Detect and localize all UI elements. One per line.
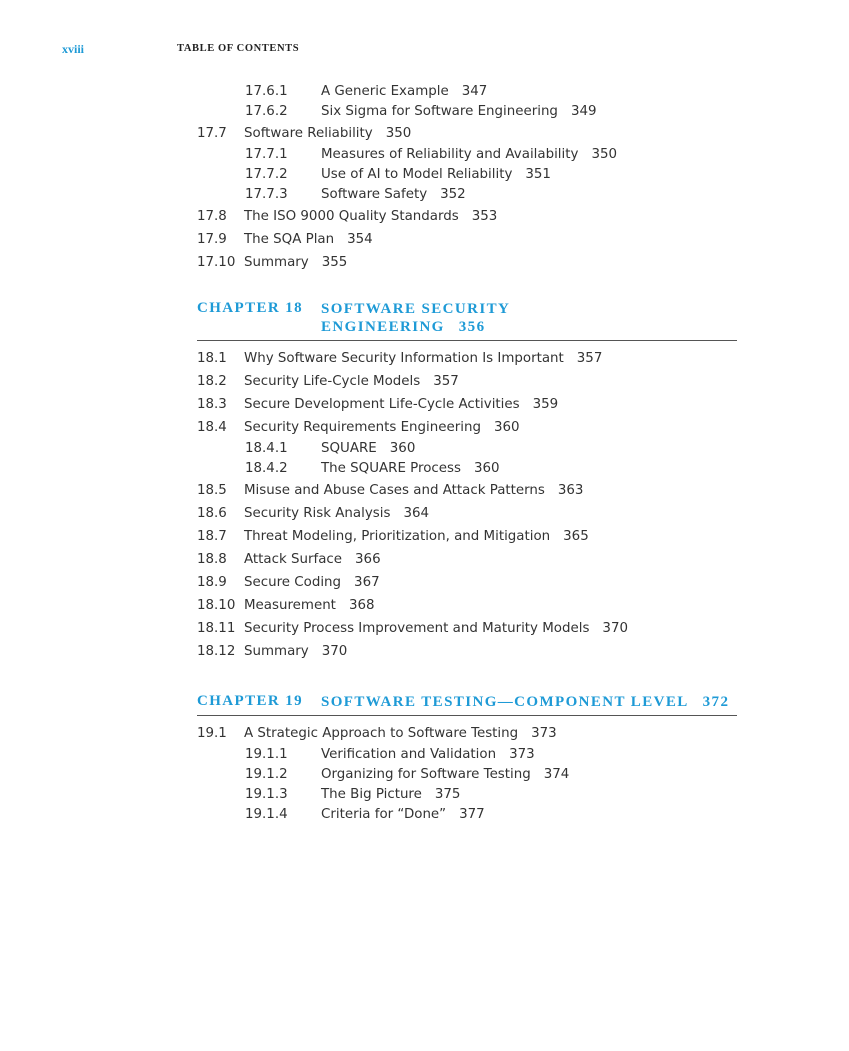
toc-section-entry[interactable]	[197, 479, 737, 502]
entry-title: The SQUARE Process	[321, 461, 461, 476]
entry-text	[321, 82, 487, 102]
entry-text	[321, 439, 415, 459]
entry-text	[244, 416, 520, 439]
entry-number: 18.4.2	[245, 461, 288, 476]
entry-title: Security Process Improvement and Maturity Models	[244, 621, 590, 636]
entry-text	[321, 459, 500, 479]
chapter-page: 356	[458, 319, 486, 335]
toc-section-entry[interactable]	[197, 416, 737, 439]
entry-text	[321, 185, 466, 205]
entry-page: 347	[461, 84, 488, 99]
toc-section-entry[interactable]	[197, 594, 737, 617]
chapter-title-line-1: SOFTWARE SECURITY	[321, 301, 511, 317]
chapter-title	[321, 300, 510, 336]
toc-section-entry[interactable]	[197, 548, 737, 571]
toc-subsection-entry[interactable]	[197, 165, 737, 185]
entry-title: Summary	[244, 255, 309, 270]
entry-page: 368	[348, 598, 375, 613]
page-number: xviii	[62, 42, 85, 56]
entry-number: 18.1	[197, 351, 227, 366]
chapter-label: CHAPTER 18	[197, 300, 304, 316]
entry-text	[244, 393, 558, 416]
entry-title: The Big Picture	[321, 787, 422, 802]
chapter-page: 372	[702, 694, 730, 710]
entry-page: 350	[385, 126, 412, 141]
toc-section-entry[interactable]	[197, 370, 737, 393]
entry-page: 373	[509, 747, 535, 762]
entry-page: 360	[493, 420, 520, 435]
entry-number: 19.1.3	[245, 787, 288, 802]
entry-number: 18.9	[197, 575, 227, 590]
entry-number: 17.9	[197, 232, 227, 247]
toc-subsection-entry[interactable]	[197, 785, 737, 805]
entry-page: 377	[459, 807, 485, 822]
toc-section-entry[interactable]	[197, 393, 737, 416]
toc-section-entry[interactable]	[197, 571, 737, 594]
toc-subsection-entry[interactable]	[197, 765, 737, 785]
entry-text	[244, 640, 347, 663]
entry-page: 353	[471, 209, 498, 224]
entry-title: The SQA Plan	[244, 232, 335, 247]
toc-section-entry[interactable]	[197, 228, 737, 251]
entry-text	[321, 785, 460, 805]
toc-subsection-entry[interactable]	[197, 82, 737, 102]
table-of-contents	[197, 82, 737, 825]
entry-text	[244, 205, 497, 228]
entry-text	[244, 617, 628, 640]
running-head-title: TABLE OF CONTENTS	[177, 43, 300, 54]
entry-title: A Strategic Approach to Software Testing	[244, 726, 519, 741]
entry-number: 17.7.1	[245, 147, 288, 162]
entry-number: 18.5	[197, 483, 227, 498]
entry-number: 17.7.2	[245, 167, 288, 182]
entry-text	[321, 765, 569, 785]
toc-section-entry[interactable]	[197, 722, 737, 745]
entry-text	[244, 722, 557, 745]
entry-number: 18.7	[197, 529, 227, 544]
toc-subsection-entry[interactable]	[197, 185, 737, 205]
entry-page: 355	[321, 255, 348, 270]
entry-title: Attack Surface	[244, 552, 343, 567]
entry-page: 350	[591, 147, 617, 162]
toc-section-entry[interactable]	[197, 617, 737, 640]
entry-title: Security Life-Cycle Models	[244, 374, 421, 389]
entry-text	[244, 594, 375, 617]
toc-section-entry[interactable]	[197, 640, 737, 663]
entry-number: 19.1.1	[245, 747, 288, 762]
toc-section-entry[interactable]	[197, 122, 737, 145]
entry-page: 373	[531, 726, 557, 741]
entry-page: 370	[321, 644, 348, 659]
entry-page: 349	[570, 104, 597, 119]
entry-title: Summary	[244, 644, 309, 659]
entry-page: 374	[543, 767, 570, 782]
entry-number: 18.3	[197, 397, 227, 412]
entry-page: 351	[525, 167, 551, 182]
entry-number: 18.4.1	[245, 441, 288, 456]
toc-subsection-entry[interactable]	[197, 459, 737, 479]
entry-title: Secure Coding	[244, 575, 342, 590]
entry-number: 17.6.1	[245, 84, 288, 99]
entry-title: SQUARE	[321, 441, 377, 456]
entry-text	[244, 525, 589, 548]
toc-section-entry[interactable]	[197, 347, 737, 370]
entry-title: Software Safety	[321, 187, 428, 202]
entry-page: 365	[563, 529, 589, 544]
toc-section-entry[interactable]	[197, 525, 737, 548]
entry-text	[321, 145, 617, 165]
entry-page: 360	[389, 441, 416, 456]
entry-number: 18.6	[197, 506, 227, 521]
entry-text	[321, 805, 485, 825]
entry-number: 19.1	[197, 726, 227, 741]
entry-title: The ISO 9000 Quality Standards	[244, 209, 459, 224]
chapter-18-heading[interactable]	[197, 300, 737, 341]
entry-title: A Generic Example	[321, 84, 449, 99]
entry-page: 354	[347, 232, 373, 247]
entry-title: Verification and Validation	[321, 747, 497, 762]
toc-subsection-entry[interactable]	[197, 745, 737, 765]
entry-number: 17.7	[197, 126, 227, 141]
entry-page: 359	[532, 397, 559, 412]
entry-title: Use of AI to Model Reliability	[321, 167, 513, 182]
entry-page: 364	[403, 506, 429, 521]
entry-number: 17.6.2	[245, 104, 288, 119]
entry-title: Secure Development Life-Cycle Activities	[244, 397, 520, 412]
entry-page: 375	[434, 787, 461, 802]
entry-number: 18.4	[197, 420, 227, 435]
entry-number: 17.10	[197, 255, 236, 270]
entry-number: 18.8	[197, 552, 227, 567]
running-head	[0, 42, 849, 58]
entry-text	[244, 502, 429, 525]
entry-title: Software Reliability	[244, 126, 373, 141]
entry-text	[321, 165, 551, 185]
entry-text	[244, 347, 602, 370]
entry-title: Why Software Security Information Is Important	[244, 351, 564, 366]
entry-number: 18.12	[197, 644, 236, 659]
entry-page: 367	[354, 575, 380, 590]
entry-text	[244, 548, 381, 571]
toc-section-entry[interactable]	[197, 251, 737, 274]
entry-page: 357	[433, 374, 459, 389]
toc-list-chapter-17	[197, 82, 737, 274]
entry-title: Measures of Reliability and Availability	[321, 147, 579, 162]
entry-title: Threat Modeling, Prioritization, and Mitigation	[244, 529, 551, 544]
entry-title: Six Sigma for Software Engineering	[321, 104, 558, 119]
entry-title: Measurement	[244, 598, 336, 613]
chapter-title-line-2: ENGINEERING	[321, 319, 445, 335]
toc-section-entry[interactable]	[197, 205, 737, 228]
entry-page: 352	[440, 187, 466, 202]
entry-text	[244, 370, 459, 393]
entry-page: 366	[355, 552, 381, 567]
toc-list-chapter-18	[197, 347, 737, 663]
chapter-19-heading[interactable]	[197, 693, 737, 716]
entry-title: Security Risk Analysis	[244, 506, 391, 521]
entry-number: 19.1.2	[245, 767, 288, 782]
entry-title: Criteria for “Done”	[321, 807, 447, 822]
entry-text	[244, 479, 583, 502]
entry-number: 18.11	[197, 621, 236, 636]
entry-page: 363	[557, 483, 584, 498]
toc-section-entry[interactable]	[197, 502, 737, 525]
entry-number: 18.10	[197, 598, 236, 613]
entry-number: 19.1.4	[245, 807, 288, 822]
entry-number: 17.7.3	[245, 187, 288, 202]
entry-title: Organizing for Software Testing	[321, 767, 531, 782]
chapter-title	[321, 693, 729, 711]
toc-subsection-entry[interactable]	[197, 145, 737, 165]
toc-list-chapter-19	[197, 722, 737, 825]
toc-subsection-entry[interactable]	[197, 102, 737, 122]
entry-number: 18.2	[197, 374, 227, 389]
toc-subsection-entry[interactable]	[197, 805, 737, 825]
entry-text	[244, 571, 380, 594]
entry-text	[244, 251, 347, 274]
entry-title: Security Requirements Engineering	[244, 420, 481, 435]
entry-text	[321, 102, 597, 122]
chapter-label: CHAPTER 19	[197, 693, 304, 709]
entry-text	[244, 122, 411, 145]
entry-page: 360	[473, 461, 500, 476]
chapter-title-text: SOFTWARE TESTING—COMPONENT LEVEL	[321, 694, 689, 710]
toc-subsection-entry[interactable]	[197, 439, 737, 459]
entry-page: 370	[602, 621, 628, 636]
entry-text	[321, 745, 535, 765]
entry-page: 357	[576, 351, 603, 366]
entry-text	[244, 228, 373, 251]
entry-title: Misuse and Abuse Cases and Attack Patterns	[244, 483, 545, 498]
entry-number: 17.8	[197, 209, 227, 224]
